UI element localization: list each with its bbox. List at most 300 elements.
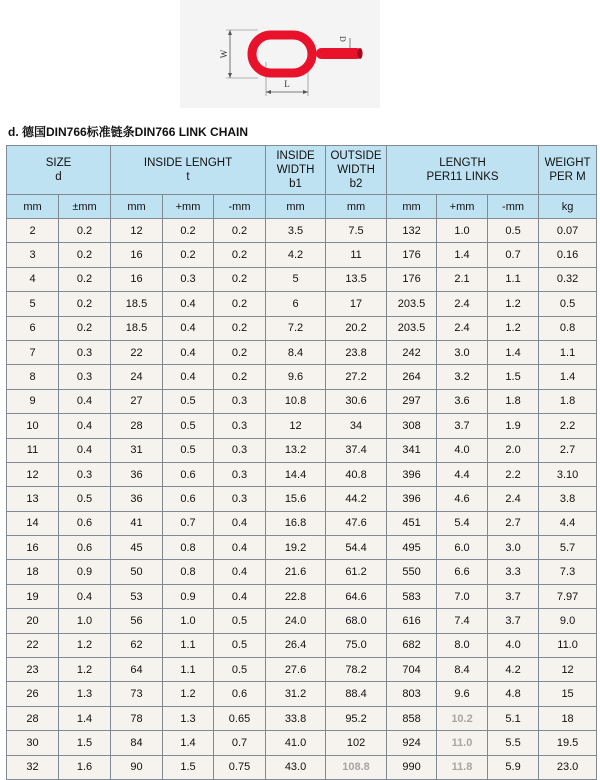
table-cell: 0.4: [59, 389, 111, 413]
table-cell: 0.2: [59, 316, 111, 340]
table-cell: 30: [7, 731, 59, 755]
table-cell: 1.9: [488, 414, 539, 438]
section-heading: d. 德国DIN766标准链条DIN766 LINK CHAIN: [8, 125, 249, 139]
table-cell: 0.2: [163, 219, 214, 243]
table-cell: 19.5: [539, 731, 597, 755]
table-cell: 1.4: [163, 731, 214, 755]
table-cell: 33.8: [266, 706, 326, 730]
table-cell: 108.8: [326, 755, 387, 779]
table-cell: 27: [111, 389, 163, 413]
table-cell: 11.8: [437, 755, 488, 779]
table-cell: 3.8: [539, 487, 597, 511]
header-outside-width: [326, 146, 387, 195]
table-cell: 13.5: [326, 267, 387, 291]
table-cell: 1.4: [437, 243, 488, 267]
table-cell: 550: [387, 560, 437, 584]
table-cell: 7.0: [437, 584, 488, 608]
diameter-label: D: [338, 36, 347, 42]
table-cell: 704: [387, 658, 437, 682]
header-inside-width-line: WIDTH: [276, 164, 315, 176]
table-cell: 1.6: [59, 755, 111, 779]
table-body: [7, 219, 597, 780]
header-inside-length-line: INSIDE LENGHT: [143, 157, 233, 169]
table-cell: 17: [326, 292, 387, 316]
table-cell: 1.3: [59, 682, 111, 706]
table-cell: 12: [539, 658, 597, 682]
header-inside-width: [266, 146, 326, 195]
table-cell: 2.0: [488, 438, 539, 462]
table-cell: 11: [326, 243, 387, 267]
table-cell: 0.2: [214, 292, 266, 316]
table-cell: 0.2: [214, 340, 266, 364]
table-cell: 0.7: [163, 511, 214, 535]
unit-header-row: [7, 195, 597, 219]
chain-link-shape: [252, 35, 312, 73]
table-cell: 32: [7, 755, 59, 779]
table-cell: 18.5: [111, 316, 163, 340]
table-row: [7, 316, 597, 340]
table-cell: 84: [111, 731, 163, 755]
table-cell: 78.2: [326, 658, 387, 682]
unit-header-cell: mm: [326, 195, 387, 219]
table-cell: 0.2: [59, 267, 111, 291]
table-cell: 5.1: [488, 706, 539, 730]
table-cell: 0.6: [59, 536, 111, 560]
table-cell: 34: [326, 414, 387, 438]
table-cell: 396: [387, 462, 437, 486]
table-cell: 61.2: [326, 560, 387, 584]
unit-header-cell: mm: [111, 195, 163, 219]
table-cell: 5.5: [488, 731, 539, 755]
table-cell: 1.5: [488, 365, 539, 389]
table-cell: 23.0: [539, 755, 597, 779]
table-cell: 1.0: [163, 609, 214, 633]
table-cell: 8.0: [437, 633, 488, 657]
table-cell: 0.4: [163, 365, 214, 389]
table-cell: 0.2: [214, 243, 266, 267]
table-cell: 7.2: [266, 316, 326, 340]
table-cell: 0.2: [214, 365, 266, 389]
table-cell: 3.10: [539, 462, 597, 486]
table-cell: 4.0: [437, 438, 488, 462]
table-cell: 18: [539, 706, 597, 730]
table-cell: 20.2: [326, 316, 387, 340]
table-cell: 1.0: [437, 219, 488, 243]
table-cell: 0.6: [59, 511, 111, 535]
table-cell: 0.5: [59, 487, 111, 511]
table-cell: 11.0: [539, 633, 597, 657]
table-cell: 2.7: [539, 438, 597, 462]
table-cell: 6.6: [437, 560, 488, 584]
table-cell: 64.6: [326, 584, 387, 608]
header-size-line: d: [55, 171, 62, 183]
table-cell: 23: [7, 658, 59, 682]
table-cell: 0.2: [163, 243, 214, 267]
table-cell: 5.4: [437, 511, 488, 535]
width-arrow-top: [228, 30, 232, 35]
table-cell: 24.0: [266, 609, 326, 633]
table-cell: 0.7: [214, 731, 266, 755]
width-arrow-bottom: [228, 73, 232, 78]
table-cell: 0.5: [488, 219, 539, 243]
table-cell: 11: [7, 438, 59, 462]
table-cell: 0.2: [214, 316, 266, 340]
table-cell: 31: [111, 438, 163, 462]
table-cell: 3.6: [437, 389, 488, 413]
table-cell: 0.5: [214, 609, 266, 633]
table-cell: 68.0: [326, 609, 387, 633]
table-cell: 3.0: [488, 536, 539, 560]
table-cell: 0.8: [539, 316, 597, 340]
table-cell: 0.07: [539, 219, 597, 243]
table-cell: 14.4: [266, 462, 326, 486]
table-cell: 1.2: [488, 292, 539, 316]
table-cell: 1.1: [163, 658, 214, 682]
unit-header-cell: mm: [266, 195, 326, 219]
header-inside-width-line: INSIDE: [276, 150, 315, 162]
table-cell: 1.1: [539, 340, 597, 364]
table-cell: 27.6: [266, 658, 326, 682]
table-cell: 6: [7, 316, 59, 340]
table-cell: 0.4: [59, 438, 111, 462]
table-row: [7, 243, 597, 267]
table-cell: 4.2: [266, 243, 326, 267]
header-weight-per-m-line: PER M: [549, 171, 586, 183]
table-cell: 132: [387, 219, 437, 243]
table-cell: 1.4: [488, 340, 539, 364]
table-cell: 27.2: [326, 365, 387, 389]
table-cell: 0.3: [214, 389, 266, 413]
table-cell: 22.8: [266, 584, 326, 608]
table-row: [7, 609, 597, 633]
adjacent-link-shape: [316, 48, 362, 59]
header-outside-width-line: OUTSIDE: [330, 150, 382, 162]
table-cell: 0.65: [214, 706, 266, 730]
header-size-line: SIZE: [45, 157, 72, 169]
table-cell: 6: [266, 292, 326, 316]
table-cell: 1.1: [163, 633, 214, 657]
table-cell: 88.4: [326, 682, 387, 706]
table-cell: 16: [7, 536, 59, 560]
table-row: [7, 731, 597, 755]
table-cell: 4.6: [437, 487, 488, 511]
table-cell: 26.4: [266, 633, 326, 657]
table-cell: 0.3: [214, 414, 266, 438]
table-row: [7, 462, 597, 486]
table-cell: 0.2: [59, 219, 111, 243]
table-cell: 0.3: [59, 340, 111, 364]
table-cell: 50: [111, 560, 163, 584]
table-row: [7, 389, 597, 413]
table-cell: 583: [387, 584, 437, 608]
table-cell: 0.2: [214, 267, 266, 291]
table-row: [7, 365, 597, 389]
table-cell: 18: [7, 560, 59, 584]
table-cell: 803: [387, 682, 437, 706]
table-cell: 5: [7, 292, 59, 316]
table-cell: 924: [387, 731, 437, 755]
header-inside-length: [111, 146, 266, 195]
table-cell: 90: [111, 755, 163, 779]
table-cell: 44.2: [326, 487, 387, 511]
table-row: [7, 414, 597, 438]
table-cell: 297: [387, 389, 437, 413]
table-cell: 2.1: [437, 267, 488, 291]
header-size: [7, 146, 111, 195]
table-cell: 4.8: [488, 682, 539, 706]
table-cell: 4.4: [539, 511, 597, 535]
length-arrow-left: [266, 90, 271, 94]
table-cell: 0.16: [539, 243, 597, 267]
header-outside-width-line: b2: [349, 178, 363, 190]
table-cell: 0.5: [214, 658, 266, 682]
din766-spec-table: [6, 145, 597, 780]
header-outside-width-line: WIDTH: [337, 164, 375, 176]
table-cell: 0.5: [539, 292, 597, 316]
table-cell: 0.5: [163, 389, 214, 413]
table-cell: 3: [7, 243, 59, 267]
table-cell: 75.0: [326, 633, 387, 657]
table-cell: 0.2: [59, 243, 111, 267]
table-cell: 3.3: [488, 560, 539, 584]
table-cell: 0.4: [214, 536, 266, 560]
unit-header-cell: mm: [7, 195, 59, 219]
table-cell: 16.8: [266, 511, 326, 535]
link-chain-diagram: [180, 0, 380, 108]
table-cell: 28: [111, 414, 163, 438]
table-cell: 16: [111, 243, 163, 267]
table-cell: 0.5: [163, 438, 214, 462]
header-weight-per-m: [539, 146, 597, 195]
table-cell: 1.1: [488, 267, 539, 291]
table-cell: 341: [387, 438, 437, 462]
table-cell: 56: [111, 609, 163, 633]
table-cell: 1.5: [163, 755, 214, 779]
table-cell: 4: [7, 267, 59, 291]
table-row: [7, 706, 597, 730]
table-row: [7, 267, 597, 291]
table-cell: 0.8: [163, 536, 214, 560]
table-cell: 3.7: [437, 414, 488, 438]
table-cell: 0.4: [214, 511, 266, 535]
table-cell: 0.9: [163, 584, 214, 608]
unit-header-cell: +mm: [437, 195, 488, 219]
table-cell: 9.6: [266, 365, 326, 389]
table-cell: 15: [539, 682, 597, 706]
table-cell: 264: [387, 365, 437, 389]
table-row: [7, 292, 597, 316]
group-header-row: [7, 146, 597, 195]
table-cell: 682: [387, 633, 437, 657]
table-row: [7, 438, 597, 462]
table-cell: 1.8: [488, 389, 539, 413]
table-cell: 10.2: [437, 706, 488, 730]
table-cell: 6.0: [437, 536, 488, 560]
unit-header-cell: -mm: [214, 195, 266, 219]
table-cell: 0.3: [163, 267, 214, 291]
table-cell: 16: [111, 267, 163, 291]
table-cell: 0.8: [163, 560, 214, 584]
header-weight-per-m-line: WEIGHT: [544, 157, 591, 169]
header-inside-length-line: t: [186, 171, 190, 183]
table-row: [7, 584, 597, 608]
table-cell: 47.6: [326, 511, 387, 535]
table-cell: 2.4: [488, 487, 539, 511]
table-cell: 616: [387, 609, 437, 633]
table-cell: 2.7: [488, 511, 539, 535]
table-row: [7, 511, 597, 535]
table-cell: 9: [7, 389, 59, 413]
table-cell: 8.4: [437, 658, 488, 682]
table-cell: 5.7: [539, 536, 597, 560]
table-cell: 10.8: [266, 389, 326, 413]
table-cell: 0.3: [214, 462, 266, 486]
table-cell: 37.4: [326, 438, 387, 462]
table-cell: 0.75: [214, 755, 266, 779]
table-cell: 12: [111, 219, 163, 243]
table-cell: 41.0: [266, 731, 326, 755]
length-arrow-right: [303, 90, 308, 94]
table-row: [7, 536, 597, 560]
table-cell: 242: [387, 340, 437, 364]
table-cell: 10: [7, 414, 59, 438]
table-cell: 0.4: [214, 584, 266, 608]
table-cell: 0.5: [214, 633, 266, 657]
table-cell: 1.2: [488, 316, 539, 340]
length-label: L: [284, 79, 290, 89]
table-cell: 31.2: [266, 682, 326, 706]
table-cell: 3.7: [488, 609, 539, 633]
table-cell: 36: [111, 487, 163, 511]
table-cell: 7.4: [437, 609, 488, 633]
table-cell: 0.3: [59, 365, 111, 389]
table-cell: 12: [7, 462, 59, 486]
table-cell: 5: [266, 267, 326, 291]
table-cell: 451: [387, 511, 437, 535]
table-cell: 495: [387, 536, 437, 560]
table-cell: 102: [326, 731, 387, 755]
table-cell: 0.32: [539, 267, 597, 291]
table-cell: 0.3: [214, 438, 266, 462]
table-cell: 2.2: [539, 414, 597, 438]
table-cell: 43.0: [266, 755, 326, 779]
table-cell: 1.8: [539, 389, 597, 413]
table-row: [7, 682, 597, 706]
table-cell: 95.2: [326, 706, 387, 730]
table-row: [7, 633, 597, 657]
table-cell: 3.7: [488, 584, 539, 608]
table-cell: 2.2: [488, 462, 539, 486]
table-cell: 1.2: [59, 633, 111, 657]
table-row: [7, 755, 597, 779]
table-cell: 203.5: [387, 292, 437, 316]
table-cell: 1.2: [59, 658, 111, 682]
table-cell: 1.4: [539, 365, 597, 389]
table-cell: 40.8: [326, 462, 387, 486]
table-cell: 54.4: [326, 536, 387, 560]
table-cell: 8.4: [266, 340, 326, 364]
table-cell: 3.5: [266, 219, 326, 243]
table-cell: 24: [111, 365, 163, 389]
table-cell: 22: [7, 633, 59, 657]
table-cell: 9.0: [539, 609, 597, 633]
table-cell: 0.6: [163, 462, 214, 486]
table-cell: 2.4: [437, 292, 488, 316]
table-cell: 3.0: [437, 340, 488, 364]
table-cell: 990: [387, 755, 437, 779]
table-cell: 0.4: [163, 340, 214, 364]
table-cell: 20: [7, 609, 59, 633]
table-cell: 13.2: [266, 438, 326, 462]
table-cell: 203.5: [387, 316, 437, 340]
table-cell: 176: [387, 267, 437, 291]
table-cell: 1.3: [163, 706, 214, 730]
table-cell: 13: [7, 487, 59, 511]
table-cell: 0.9: [59, 560, 111, 584]
table-cell: 12: [266, 414, 326, 438]
table-cell: 5.9: [488, 755, 539, 779]
table-cell: 15.6: [266, 487, 326, 511]
table-cell: 0.4: [163, 292, 214, 316]
table-row: [7, 560, 597, 584]
table-cell: 28: [7, 706, 59, 730]
header-length-per-11-links-line: LENGTH: [439, 157, 486, 169]
table-cell: 4.2: [488, 658, 539, 682]
table-cell: 11.0: [437, 731, 488, 755]
table-cell: 78: [111, 706, 163, 730]
table-cell: 1.4: [59, 706, 111, 730]
table-cell: 0.6: [214, 682, 266, 706]
table-cell: 14: [7, 511, 59, 535]
table-cell: 62: [111, 633, 163, 657]
table-cell: 396: [387, 487, 437, 511]
header-length-per-11-links: [387, 146, 539, 195]
table-cell: 0.4: [59, 584, 111, 608]
table-cell: 0.4: [163, 316, 214, 340]
table-cell: 308: [387, 414, 437, 438]
table-cell: 9.6: [437, 682, 488, 706]
table-cell: 2: [7, 219, 59, 243]
unit-header-cell: ±mm: [59, 195, 111, 219]
table-row: [7, 658, 597, 682]
link-section-end: [357, 48, 362, 59]
table-cell: 0.3: [59, 462, 111, 486]
width-label: W: [219, 49, 229, 59]
table-cell: 176: [387, 243, 437, 267]
table-cell: 4.0: [488, 633, 539, 657]
table-cell: 41: [111, 511, 163, 535]
table-cell: 36: [111, 462, 163, 486]
table-cell: 0.6: [163, 487, 214, 511]
table-cell: 1.0: [59, 609, 111, 633]
table-cell: 7.97: [539, 584, 597, 608]
table-cell: 19.2: [266, 536, 326, 560]
table-row: [7, 219, 597, 243]
table-cell: 19: [7, 584, 59, 608]
table-cell: 21.6: [266, 560, 326, 584]
unit-header-cell: mm: [387, 195, 437, 219]
table-cell: 73: [111, 682, 163, 706]
table-cell: 3.2: [437, 365, 488, 389]
table-cell: 1.5: [59, 731, 111, 755]
table-cell: 23.8: [326, 340, 387, 364]
table-cell: 8: [7, 365, 59, 389]
table-cell: 858: [387, 706, 437, 730]
unit-header-cell: +mm: [163, 195, 214, 219]
table-cell: 45: [111, 536, 163, 560]
table-cell: 0.5: [163, 414, 214, 438]
table-cell: 2.4: [437, 316, 488, 340]
